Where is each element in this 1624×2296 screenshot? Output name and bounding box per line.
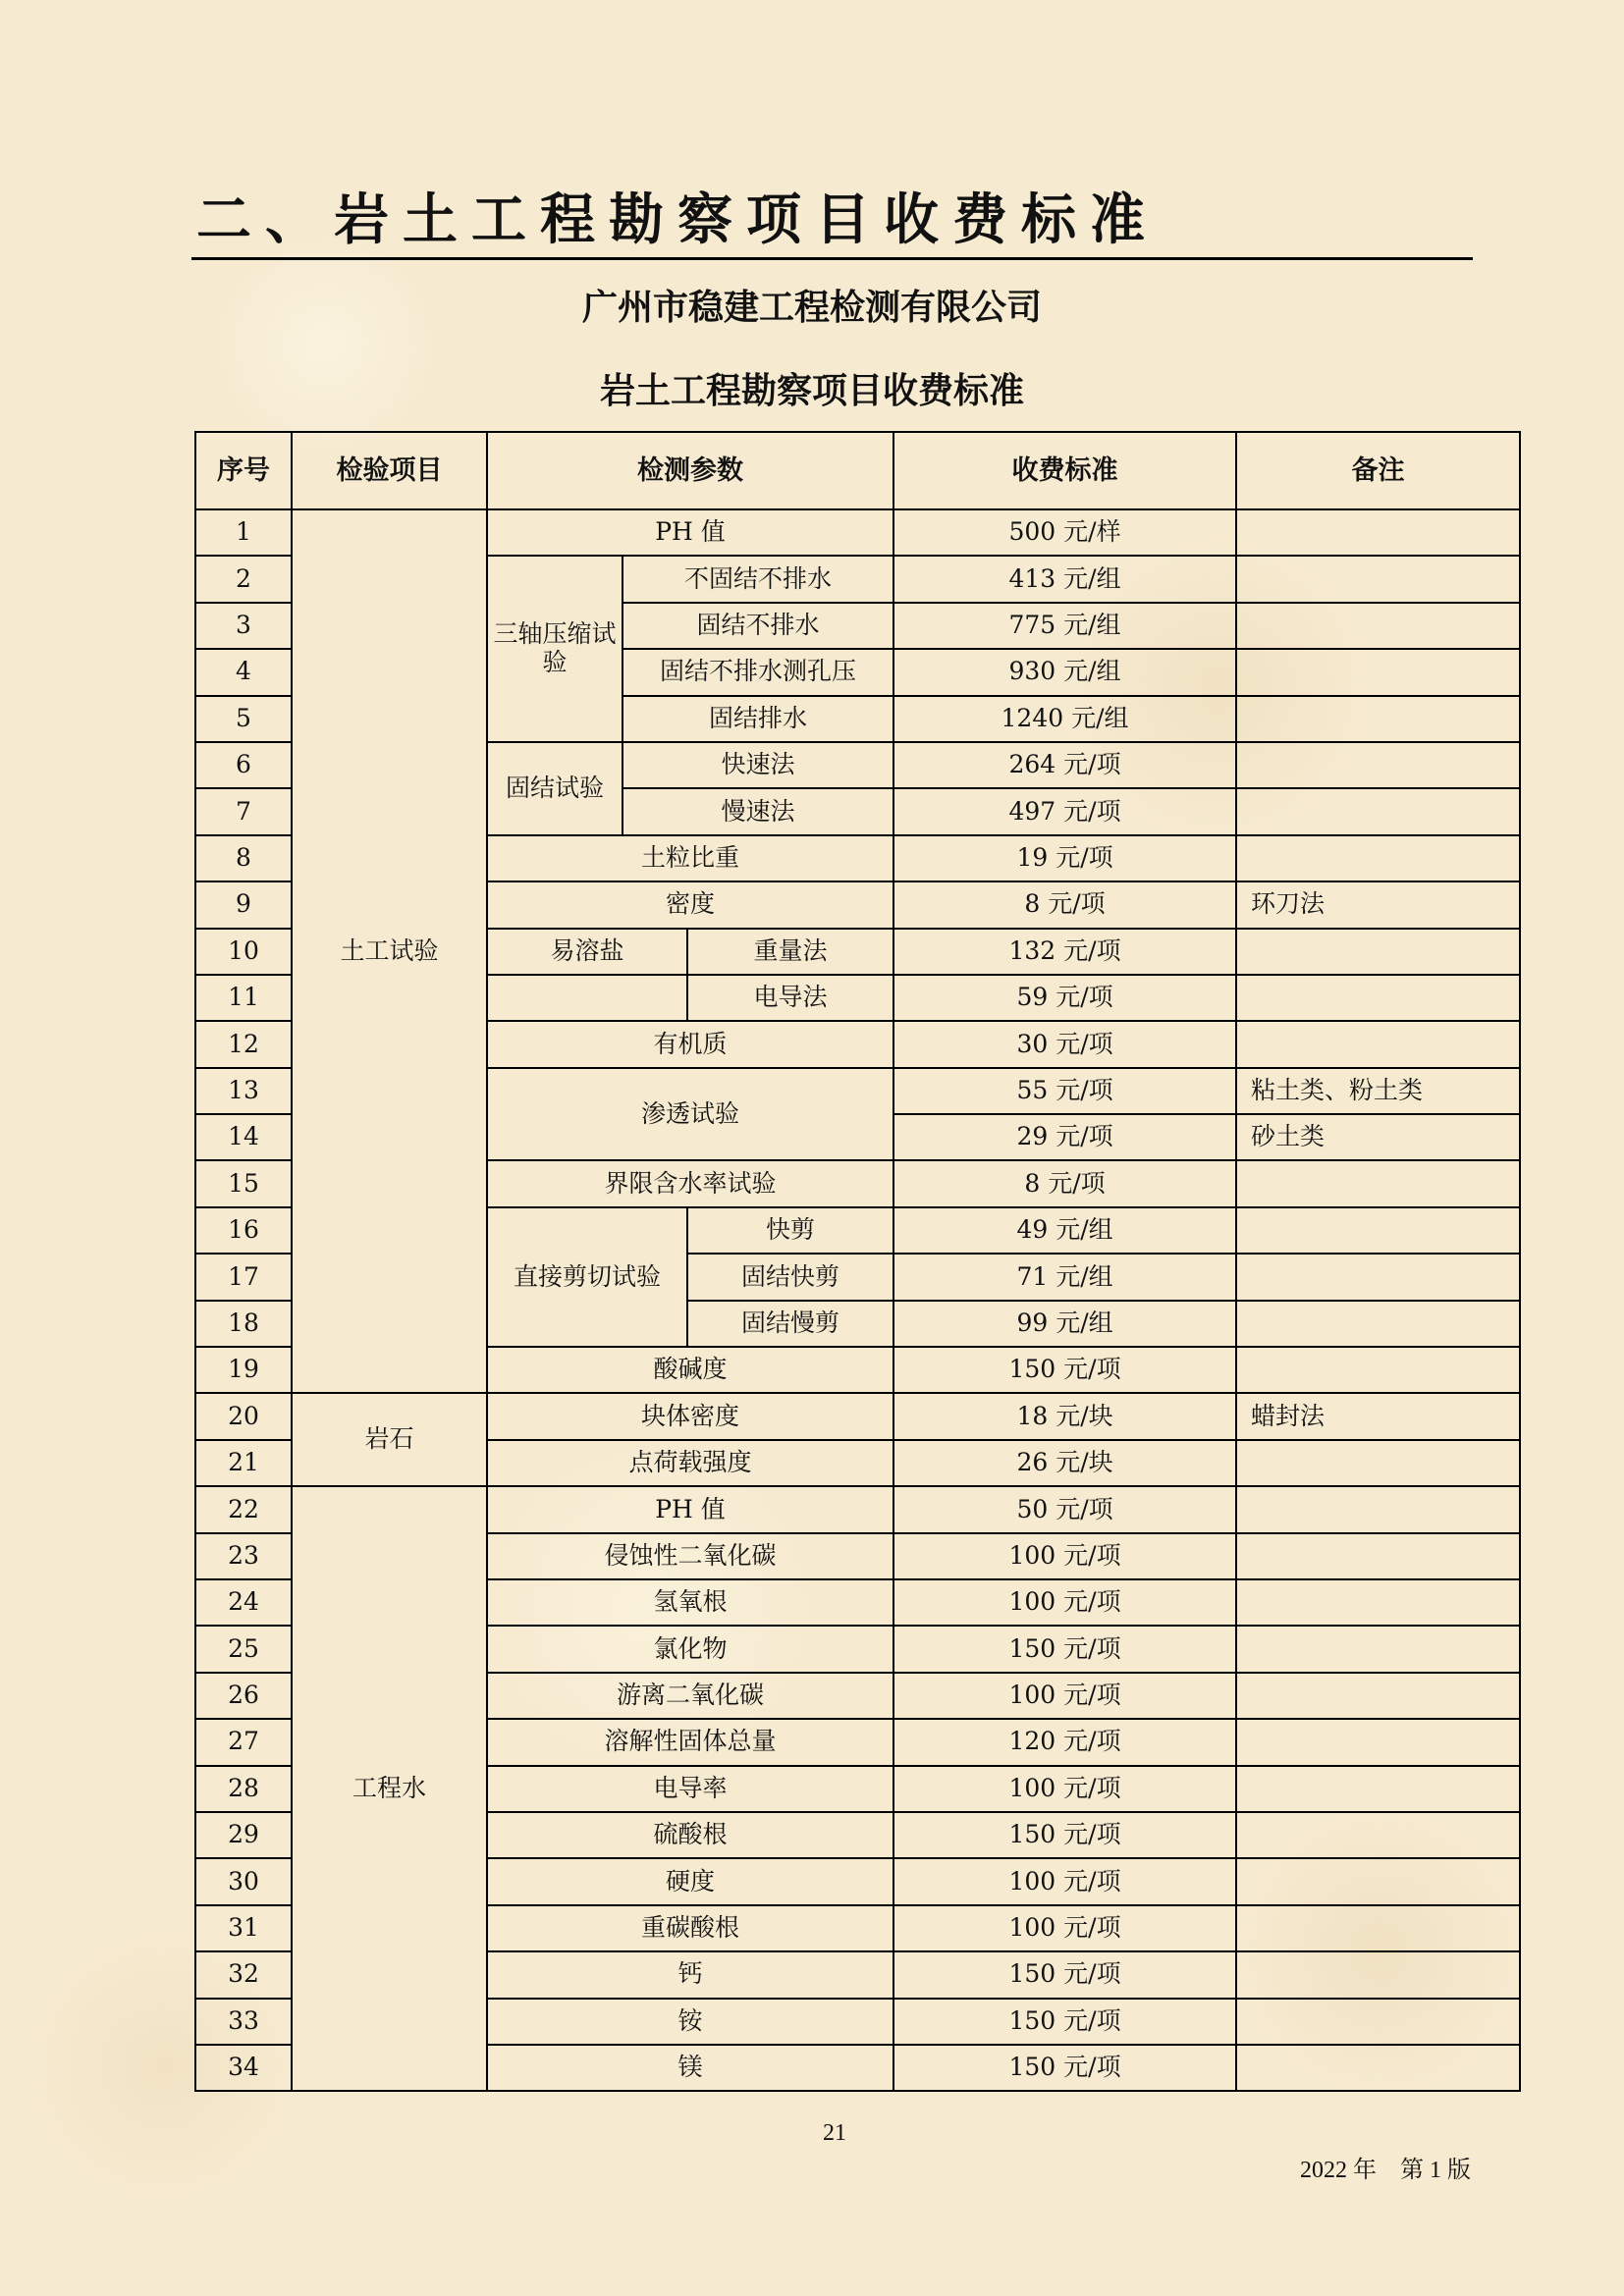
fee-cell: 930 元/组 <box>893 649 1236 695</box>
fee-cell: 29 元/项 <box>893 1114 1236 1160</box>
fee-cell: 413 元/组 <box>893 556 1236 602</box>
header-param: 检测参数 <box>487 432 893 509</box>
group-soil: 土工试验 <box>292 509 487 1393</box>
fee-cell: 120 元/项 <box>893 1719 1236 1765</box>
note-cell <box>1236 1626 1520 1672</box>
param-cell: 界限含水率试验 <box>487 1160 893 1206</box>
subgroup-direct-shear: 直接剪切试验 <box>487 1207 687 1347</box>
page-number: 21 <box>823 2120 846 2146</box>
seq-cell: 13 <box>195 1068 292 1114</box>
seq-cell: 33 <box>195 1999 292 2045</box>
param-cell: 块体密度 <box>487 1393 893 1439</box>
section-title: 二、岩土工程勘察项目收费标准 <box>196 187 1159 252</box>
subgroup-soluble-salt: 易溶盐 <box>487 929 687 975</box>
seq-cell: 32 <box>195 1951 292 1998</box>
param-cell: 固结不排水测孔压 <box>623 649 893 695</box>
seq-cell: 29 <box>195 1812 292 1858</box>
header-item: 检验项目 <box>292 432 487 509</box>
fee-cell: 8 元/项 <box>893 1160 1236 1206</box>
note-cell <box>1236 1254 1520 1300</box>
fee-cell: 775 元/组 <box>893 603 1236 649</box>
note-cell <box>1236 1021 1520 1067</box>
note-cell <box>1236 788 1520 834</box>
note-cell <box>1236 1533 1520 1579</box>
note-cell <box>1236 603 1520 649</box>
param-cell: 快剪 <box>687 1207 893 1254</box>
seq-cell: 8 <box>195 835 292 881</box>
seq-cell: 20 <box>195 1393 292 1439</box>
seq-cell: 31 <box>195 1905 292 1951</box>
seq-cell: 15 <box>195 1160 292 1206</box>
seq-cell: 23 <box>195 1533 292 1579</box>
param-cell: PH 值 <box>487 1486 893 1532</box>
note-cell: 粘土类、粉土类 <box>1236 1068 1520 1114</box>
fee-cell: 150 元/项 <box>893 1999 1236 2045</box>
fee-cell: 18 元/块 <box>893 1393 1236 1439</box>
seq-cell: 21 <box>195 1440 292 1486</box>
seq-cell: 22 <box>195 1486 292 1532</box>
seq-cell: 9 <box>195 881 292 928</box>
param-cell: 电导率 <box>487 1766 893 1812</box>
fee-cell: 132 元/项 <box>893 929 1236 975</box>
fee-cell: 497 元/项 <box>893 788 1236 834</box>
param-cell: 氯化物 <box>487 1626 893 1672</box>
empty-cell <box>487 975 687 1021</box>
fee-cell: 150 元/项 <box>893 1951 1236 1998</box>
param-cell: 钙 <box>487 1951 893 1998</box>
param-cell: 有机质 <box>487 1021 893 1067</box>
note-cell <box>1236 1347 1520 1393</box>
param-cell: 氢氧根 <box>487 1579 893 1626</box>
param-cell: 不固结不排水 <box>623 556 893 602</box>
subgroup-permeability: 渗透试验 <box>487 1068 893 1161</box>
fee-cell: 150 元/项 <box>893 2045 1236 2091</box>
param-cell: 重碳酸根 <box>487 1905 893 1951</box>
seq-cell: 5 <box>195 696 292 742</box>
param-cell: 快速法 <box>623 742 893 788</box>
note-cell <box>1236 696 1520 742</box>
param-cell: 溶解性固体总量 <box>487 1719 893 1765</box>
fee-cell: 100 元/项 <box>893 1533 1236 1579</box>
header-note: 备注 <box>1236 432 1520 509</box>
seq-cell: 27 <box>195 1719 292 1765</box>
param-cell: 重量法 <box>687 929 893 975</box>
fee-cell: 19 元/项 <box>893 835 1236 881</box>
seq-cell: 2 <box>195 556 292 602</box>
note-cell <box>1236 1858 1520 1904</box>
fee-cell: 500 元/样 <box>893 509 1236 556</box>
note-cell <box>1236 1579 1520 1626</box>
fee-cell: 100 元/项 <box>893 1579 1236 1626</box>
param-cell: 酸碱度 <box>487 1347 893 1393</box>
seq-cell: 12 <box>195 1021 292 1067</box>
fee-cell: 100 元/项 <box>893 1766 1236 1812</box>
header-seq: 序号 <box>195 432 292 509</box>
param-cell: 电导法 <box>687 975 893 1021</box>
seq-cell: 24 <box>195 1579 292 1626</box>
fee-table <box>194 431 1521 2092</box>
fee-cell: 150 元/项 <box>893 1812 1236 1858</box>
note-cell <box>1236 975 1520 1021</box>
company-name: 广州市稳建工程检测有限公司 <box>581 288 1042 328</box>
param-cell: 固结慢剪 <box>687 1301 893 1347</box>
note-cell <box>1236 1673 1520 1719</box>
seq-cell: 26 <box>195 1673 292 1719</box>
note-cell <box>1236 835 1520 881</box>
param-cell: 固结不排水 <box>623 603 893 649</box>
fee-cell: 50 元/项 <box>893 1486 1236 1532</box>
note-cell: 砂土类 <box>1236 1114 1520 1160</box>
note-cell <box>1236 2045 1520 2091</box>
table-row <box>195 1393 1520 1439</box>
seq-cell: 16 <box>195 1207 292 1254</box>
note-cell: 蜡封法 <box>1236 1393 1520 1439</box>
seq-cell: 25 <box>195 1626 292 1672</box>
fee-cell: 99 元/组 <box>893 1301 1236 1347</box>
group-rock: 岩石 <box>292 1393 487 1486</box>
seq-cell: 17 <box>195 1254 292 1300</box>
fee-cell: 264 元/项 <box>893 742 1236 788</box>
note-cell: 环刀法 <box>1236 881 1520 928</box>
subgroup-triaxial: 三轴压缩试验 <box>487 556 623 742</box>
param-cell: 固结快剪 <box>687 1254 893 1300</box>
note-cell <box>1236 1951 1520 1998</box>
param-cell: 镁 <box>487 2045 893 2091</box>
param-cell: 硬度 <box>487 1858 893 1904</box>
fee-cell: 55 元/项 <box>893 1068 1236 1114</box>
note-cell <box>1236 1440 1520 1486</box>
seq-cell: 4 <box>195 649 292 695</box>
document-title: 岩土工程勘察项目收费标准 <box>599 371 1024 411</box>
note-cell <box>1236 742 1520 788</box>
note-cell <box>1236 1301 1520 1347</box>
fee-cell: 100 元/项 <box>893 1858 1236 1904</box>
header-row <box>195 432 1520 509</box>
edition-label: 2022 年 第 1 版 <box>1300 2158 1471 2183</box>
param-cell: 侵蚀性二氧化碳 <box>487 1533 893 1579</box>
seq-cell: 30 <box>195 1858 292 1904</box>
param-cell: 慢速法 <box>623 788 893 834</box>
fee-cell: 49 元/组 <box>893 1207 1236 1254</box>
seq-cell: 10 <box>195 929 292 975</box>
seq-cell: 19 <box>195 1347 292 1393</box>
fee-cell: 26 元/块 <box>893 1440 1236 1486</box>
note-cell <box>1236 1160 1520 1206</box>
fee-cell: 100 元/项 <box>893 1673 1236 1719</box>
param-cell: 土粒比重 <box>487 835 893 881</box>
seq-cell: 1 <box>195 509 292 556</box>
note-cell <box>1236 1812 1520 1858</box>
seq-cell: 18 <box>195 1301 292 1347</box>
param-cell: 游离二氧化碳 <box>487 1673 893 1719</box>
group-water: 工程水 <box>292 1486 487 2091</box>
param-cell: 硫酸根 <box>487 1812 893 1858</box>
note-cell <box>1236 556 1520 602</box>
fee-cell: 71 元/组 <box>893 1254 1236 1300</box>
table-row <box>195 1486 1520 1532</box>
seq-cell: 28 <box>195 1766 292 1812</box>
seq-cell: 7 <box>195 788 292 834</box>
param-cell: 点荷载强度 <box>487 1440 893 1486</box>
table-row <box>195 509 1520 556</box>
fee-cell: 59 元/项 <box>893 975 1236 1021</box>
note-cell <box>1236 929 1520 975</box>
seq-cell: 3 <box>195 603 292 649</box>
param-cell: PH 值 <box>487 509 893 556</box>
note-cell <box>1236 649 1520 695</box>
header-fee: 收费标准 <box>893 432 1236 509</box>
note-cell <box>1236 1719 1520 1765</box>
seq-cell: 14 <box>195 1114 292 1160</box>
note-cell <box>1236 1999 1520 2045</box>
seq-cell: 6 <box>195 742 292 788</box>
note-cell <box>1236 1486 1520 1532</box>
fee-cell: 8 元/项 <box>893 881 1236 928</box>
fee-cell: 150 元/项 <box>893 1626 1236 1672</box>
subgroup-consolidation: 固结试验 <box>487 742 623 835</box>
fee-cell: 1240 元/组 <box>893 696 1236 742</box>
param-cell: 密度 <box>487 881 893 928</box>
fee-cell: 30 元/项 <box>893 1021 1236 1067</box>
fee-cell: 150 元/项 <box>893 1347 1236 1393</box>
param-cell: 固结排水 <box>623 696 893 742</box>
note-cell <box>1236 1207 1520 1254</box>
fee-cell: 100 元/项 <box>893 1905 1236 1951</box>
seq-cell: 34 <box>195 2045 292 2091</box>
note-cell <box>1236 1905 1520 1951</box>
title-rule <box>191 257 1473 260</box>
seq-cell: 11 <box>195 975 292 1021</box>
param-cell: 铵 <box>487 1999 893 2045</box>
note-cell <box>1236 509 1520 556</box>
note-cell <box>1236 1766 1520 1812</box>
